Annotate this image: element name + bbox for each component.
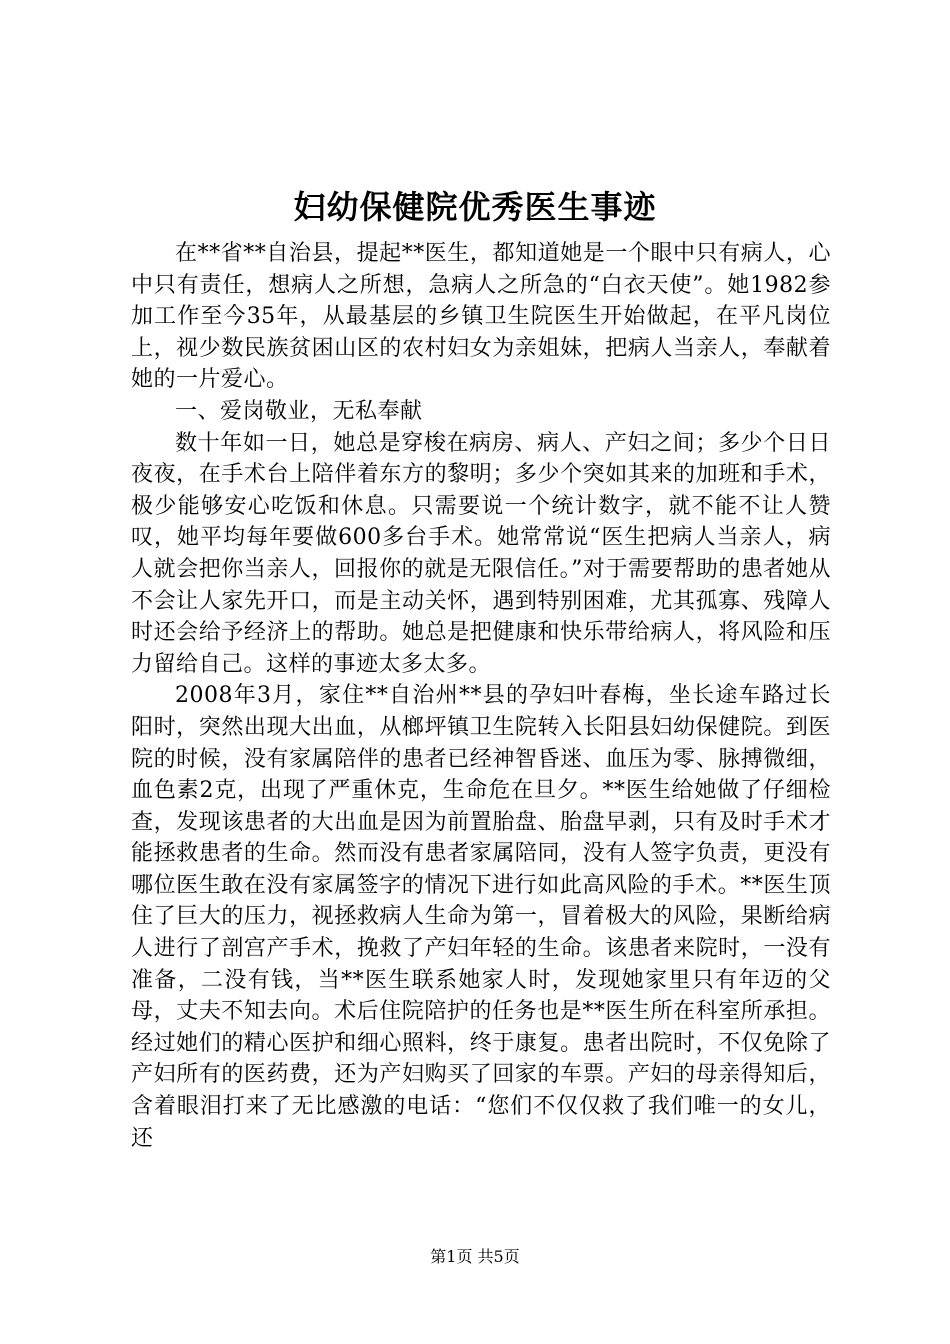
- document-body: [131, 238, 831, 1154]
- paragraph-intro: 在**省**自治县，提起**医生，都知道她是一个眼中只有病人，心中只有责任，想病人之所想，急病人之所急的“白衣天使”。她1982参加工作至今35年，从最基层的乡镇卫生院医生开始做起，在平凡岗位上，视少数民族贫困山区的农村妇女为亲姐妹，把病人当亲人，奉献着她的一片爱心。: [131, 241, 831, 393]
- paragraph-2008-case: 2008年3月，家住**自治州**县的孕妇叶春梅，坐长途车路过长阳时，突然出现大出血，从榔坪镇卫生院转入长阳县妇幼保健院。到医院的时候，没有家属陪伴的患者已经神智昏迷、血压为零、脉搏微细，血色素2克，出现了严重休克，生命危在旦夕。**医生给她做了仔细检查，发现该患者的大出血是因为前置胎盘、胎盘早剥，只有及时手术才能拯救患者的生命。然而没有患者家属陪同，没有人签字负责，更没有哪位医生敢在没有家属签字的情况下进行如此高风险的手术。**医生顶住了巨大的压力，视拯救病人生命为第一，冒着极大的风险，果断给病人进行了剖宫产手术，挽救了产妇年轻的生命。该患者来院时，一没有准备，二没有钱，当**医生联系她家人时，发现她家里只有年迈的父母，丈夫不知去向。术后住院陪护的任务也是**医生所在科室所承担。经过她们的精心医护和细心照料，终于康复。患者出院时，不仅免除了产妇所有的医药费，还为产妇购买了回家的车票。产妇的母亲得知后，含着眼泪打来了无比感激的电话：“您们不仅仅救了我们唯一的女儿，还: [131, 683, 831, 1151]
- paragraph-dedication: 数十年如一日，她总是穿梭在病房、病人、产妇之间；多少个日日夜夜，在手术台上陪伴着东方的黎明；多少个突如其来的加班和手术，极少能够安心吃饭和休息。只需要说一个统计数字，就不能不让人赞叹，她平均每年要做600多台手术。她常常说“医生把病人当亲人，病人就会把你当亲人，回报你的就是无限信任。”对于需要帮助的患者她从不会让人家先开口，而是主动关怀，遇到特别困难，尤其孤寡、残障人时还会给予经济上的帮助。她总是把健康和快乐带给病人，将风险和压力留给自己。这样的事迹太多太多。: [131, 430, 831, 677]
- section-heading: 一、爱岗敬业，无私奉献: [175, 398, 423, 424]
- document-title: 妇幼保健院优秀医生事迹: [293, 188, 657, 226]
- page-footer: 第1页 共5页: [430, 1247, 520, 1266]
